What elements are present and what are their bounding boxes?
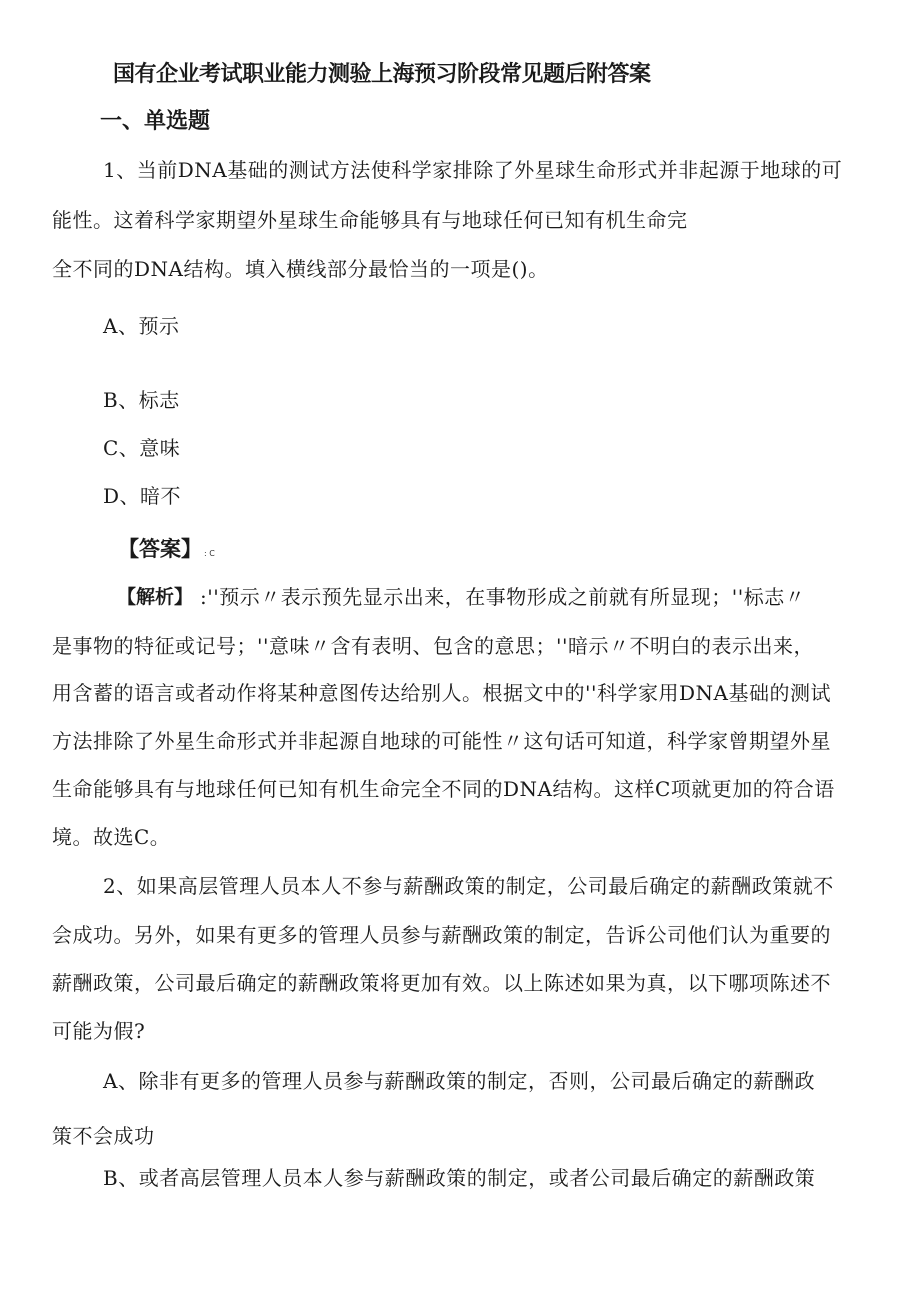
q1-option-b: B、标志 bbox=[103, 388, 180, 412]
analysis-line-2: 是事物的特征或记号；''意味〃含有表明、包含的意思；''暗示〃不明白的表示出来， bbox=[52, 634, 814, 658]
analysis-label: 【解析】 bbox=[117, 586, 194, 608]
q2-line-3: 薪酬政策，公司最后确定的薪酬政策将更加有效。以上陈述如果为真，以下哪项陈述不 bbox=[52, 971, 831, 995]
answer-label: 【答案】 bbox=[118, 537, 202, 561]
q2-option-a-line-1: A、除非有更多的管理人员参与薪酬政策的制定，否则，公司最后确定的薪酬政 bbox=[103, 1069, 815, 1093]
q2-line-1: 2、如果高层管理人员本人不参与薪酬政策的制定，公司最后确定的薪酬政策就不 bbox=[103, 874, 834, 898]
q1-line-3: 全不同的DNA结构。填入横线部分最恰当的一项是()。 bbox=[52, 257, 549, 281]
analysis-line-3: 用含蓄的语言或者动作将某种意图传达给别人。根据文中的''科学家用DNA基础的测试 bbox=[52, 681, 831, 705]
analysis-line-5: 生命能够具有与地球任何已知有机生命完全不同的DNA结构。这样C项就更加的符合语 bbox=[52, 777, 835, 801]
q1-option-a: A、预示 bbox=[103, 314, 180, 338]
q2-option-b: B、或者高层管理人员本人参与薪酬政策的制定，或者公司最后确定的薪酬政策 bbox=[103, 1166, 816, 1190]
q1-line-1: 1、当前DNA基础的测试方法使科学家排除了外星球生命形式并非起源于地球的可 bbox=[103, 158, 843, 182]
q2-line-2: 会成功。另外，如果有更多的管理人员参与薪酬政策的制定，告诉公司他们认为重要的 bbox=[52, 923, 831, 947]
analysis-line-4: 方法排除了外星生命形式并非起源自地球的可能性〃这句话可知道，科学家曾期望外星 bbox=[52, 729, 831, 753]
section-heading: 一、单选题 bbox=[100, 109, 211, 134]
analysis-line-6: 境。故选C。 bbox=[52, 825, 171, 849]
q1-line-2: 能性。这着科学家期望外星球生命能够具有与地球任何已知有机生命完 bbox=[52, 208, 688, 232]
answer-value: : C bbox=[204, 549, 215, 558]
page-title: 国有企业考试职业能力测验上海预习阶段常见题后附答案 bbox=[113, 62, 651, 87]
q1-option-d: D、暗不 bbox=[103, 484, 182, 508]
analysis-line-1: :''预示〃表示预先显示出来，在事物形成之前就有所显现；''标志〃 bbox=[200, 585, 806, 609]
q2-line-4: 可能为假? bbox=[52, 1019, 146, 1043]
q1-option-c: C、意味 bbox=[103, 436, 181, 460]
q2-option-a-line-2: 策不会成功 bbox=[52, 1124, 155, 1148]
